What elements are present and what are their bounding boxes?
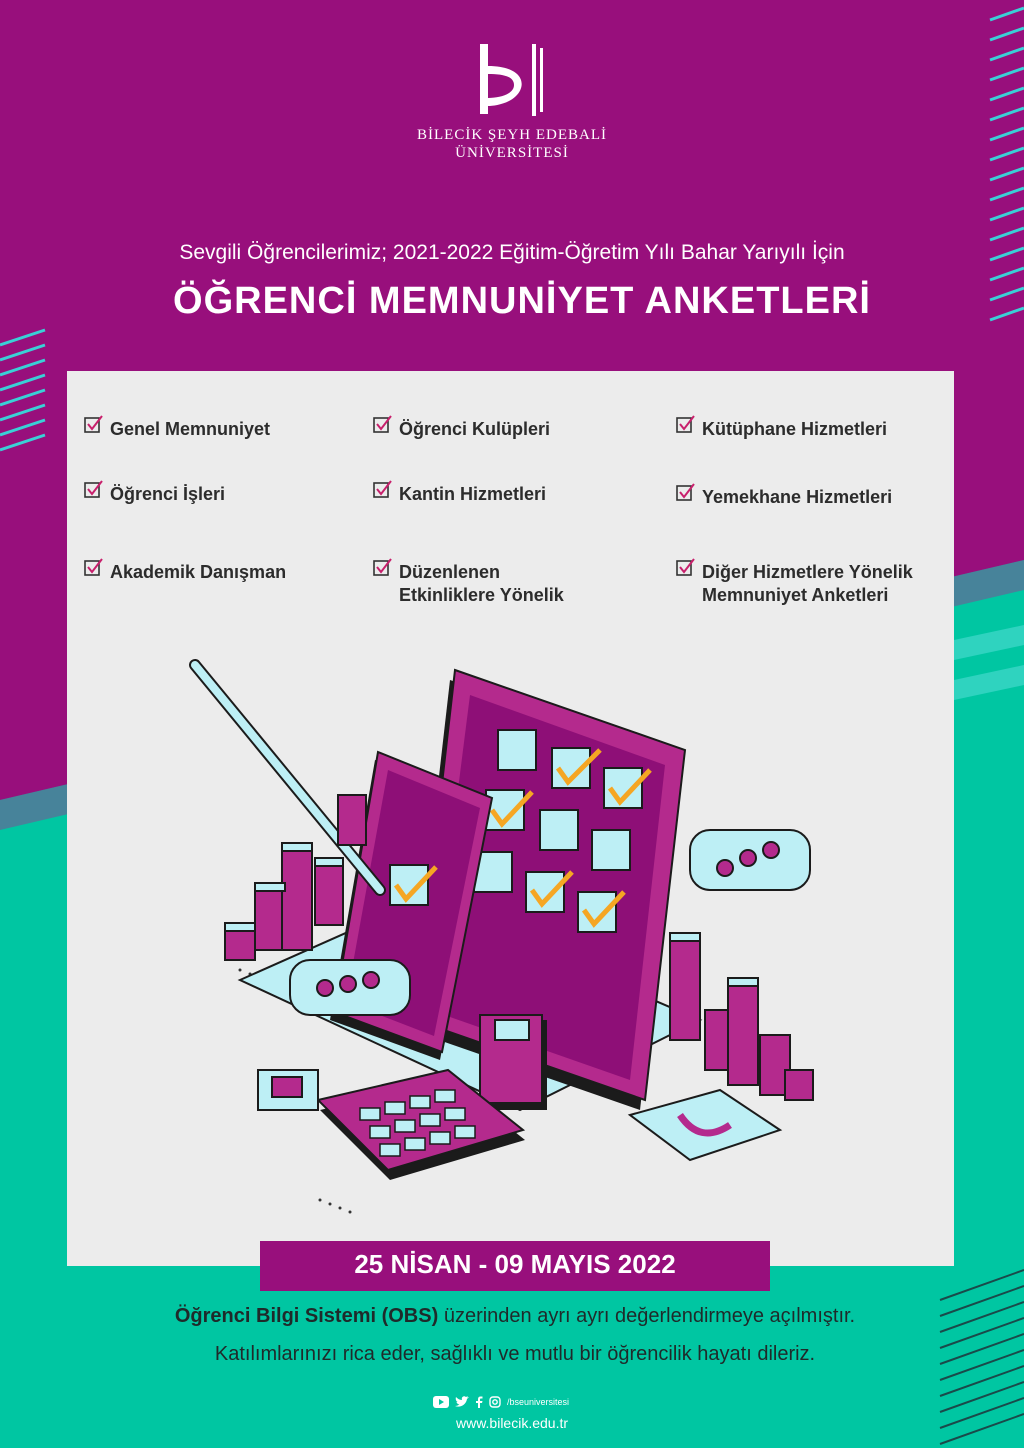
- checkbox-icon: [84, 414, 104, 434]
- survey-item-ogrenci-isleri: [84, 483, 225, 506]
- checkbox-icon: [84, 557, 104, 577]
- survey-label: Düzenlenen Etkinliklere Yönelik: [399, 562, 564, 605]
- survey-item-akademik-danisman: [84, 561, 286, 584]
- survey-illustration: [180, 640, 840, 1240]
- youtube-icon[interactable]: [433, 1396, 449, 1408]
- checkbox-icon: [373, 479, 393, 499]
- checkbox-icon: [84, 479, 104, 499]
- checkbox-icon: [676, 414, 696, 434]
- checkbox-icon: [373, 414, 393, 434]
- checkbox-icon: [373, 557, 393, 577]
- survey-label: Kantin Hizmetleri: [399, 484, 547, 504]
- info-line-2: Katılımlarınızı rica eder, sağlıklı ve mutlu bir öğrencilik hayatı dileriz.: [214, 1343, 816, 1365]
- info-line-1: [0, 1305, 1024, 1328]
- checkbox-icon: [676, 482, 696, 502]
- survey-item-yemekhane-hizmetleri: [676, 486, 892, 509]
- survey-label: Diğer Hizmetlere Yönelik Memnuniyet Anketleri: [702, 562, 913, 605]
- university-name: [362, 126, 662, 162]
- survey-item-duzenlenen-etkinlikler: [373, 561, 613, 607]
- social-links: [433, 1394, 603, 1410]
- website-link[interactable]: www.bilecik.edu.tr: [455, 1415, 569, 1431]
- info-line-1-rest: üzerinden ayrı ayrı değerlendirmeye açılmıştır.: [438, 1305, 856, 1327]
- university-name-line1: BİLECİK ŞEYH EDEBALİ: [417, 127, 607, 143]
- obs-bold-text: Öğrenci Bilgi Sistemi (OBS): [174, 1305, 439, 1327]
- university-name-line2: ÜNİVERSİTESİ: [455, 145, 569, 161]
- survey-item-diger-hizmetler: [676, 561, 926, 607]
- instagram-icon[interactable]: [489, 1396, 501, 1408]
- page-title: ÖĞRENCİ MEMNUNİYET ANKETLERİ: [173, 280, 871, 322]
- survey-item-kantin-hizmetleri: [373, 483, 546, 506]
- survey-item-ogrenci-kulupleri: [373, 418, 550, 441]
- checkbox-icon: [676, 557, 696, 577]
- facebook-icon[interactable]: [475, 1396, 483, 1408]
- twitter-icon[interactable]: [455, 1396, 469, 1408]
- social-handle[interactable]: /bseuniversitesi: [507, 1397, 570, 1407]
- survey-label: Genel Memnuniyet: [110, 419, 271, 439]
- date-range-banner: 25 NİSAN - 09 MAYIS 2022: [260, 1241, 770, 1291]
- survey-item-kutuphane-hizmetleri: [676, 418, 887, 441]
- survey-label: Öğrenci İşleri: [110, 484, 226, 504]
- survey-item-genel-memnuniyet: [84, 418, 270, 441]
- survey-label: Akademik Danışman: [110, 562, 287, 582]
- survey-label: Kütüphane Hizmetleri: [702, 419, 888, 439]
- page-subtitle: Sevgili Öğrencilerimiz; 2021-2022 Eğitim-Öğretim Yılı Bahar Yarıyılı İçin: [179, 241, 845, 264]
- university-logo: [470, 40, 554, 120]
- survey-label: Yemekhane Hizmetleri: [702, 487, 893, 507]
- survey-label: Öğrenci Kulüpleri: [399, 419, 551, 439]
